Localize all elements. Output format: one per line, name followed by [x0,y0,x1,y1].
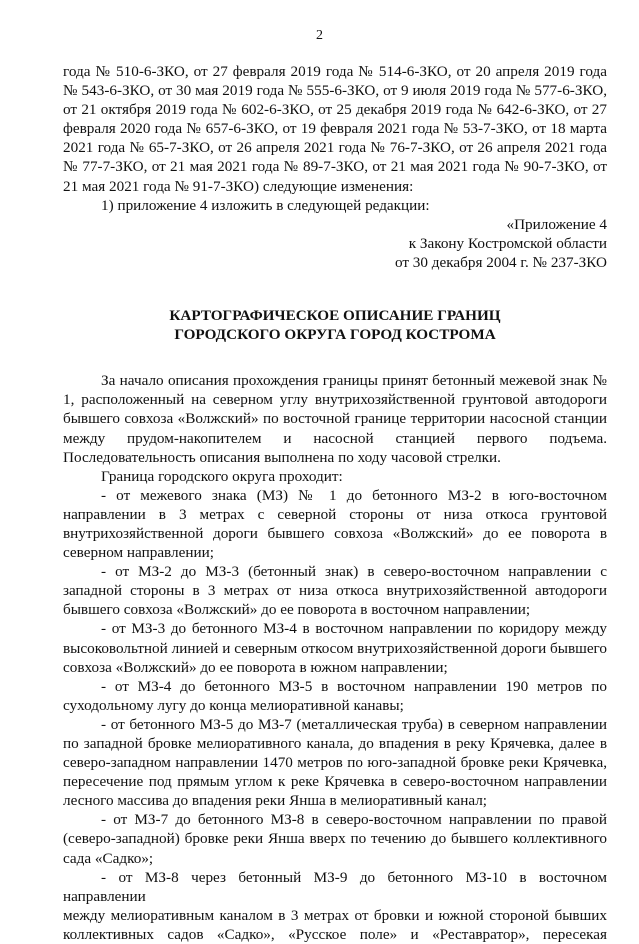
text-line: по западной бровке мелиоративного канала, до впадения в реку Крячевка, далее в [63,735,607,752]
appendix-note [63,215,607,272]
text-line: бывшего совхоза «Волжский» по восточной границе территории насосной станции [63,410,607,428]
text-line: суходольному лугу до конца мелиоративной канавы; [63,696,404,714]
text-line: коллективных садов «Садко», «Русское поле» и «Реставратор», пересекая [63,925,607,943]
text-line: Граница городского округа проходит: [101,467,343,485]
document-body [63,62,607,944]
text-line: между прудом-накопителем и насосной станцией первого подъема. [63,429,607,447]
text-line: внутрихозяйственной дороги бывшего совхоза «Волжский» до ее поворота в [63,524,607,542]
text-line: от 21 октября 2019 года № 602-6-ЗКО, от 25 декабря 2019 года № 642-6-ЗКО, от 27 [63,101,607,119]
intro-paragraph [63,62,607,196]
text-line: северном направлении; [63,544,214,562]
text-line: - от МЗ-3 до бетонного МЗ-4 в восточном направлении по коридору между [101,620,607,638]
paragraph-boundary-intro [63,467,607,486]
paragraph-segment-mz2-mz3 [63,562,607,619]
text-line: пересечение под прямым углом к реке Крячевка в северо-восточном направлении [63,773,607,791]
text-line: северо-западном направлении 1470 метров по юго-западной бровке реки Крячевка, [63,754,607,772]
text-line: Последовательность описания выполнена по ходу часовой стрелки. [63,448,501,466]
text-line: высоковольтной линией и северным откосом внутрихозяйственной дороги бывшего [63,639,607,657]
text-line: сада «Садко»; [63,849,154,867]
appendix-note-line: к Закону Костромской области [408,234,607,252]
paragraph-segment-mz1-mz2 [63,486,607,562]
text-line: направлении в 3 метрах с северной стороны от низа откоса грунтовой [63,505,607,523]
text-line: 2021 года № 65-7-ЗКО, от 26 апреля 2021 года № 76-7-ЗКО, от 26 апреля 2021 года [63,139,607,157]
text-line: - от МЗ-2 до МЗ-3 (бетонный знак) в северо-восточном направлении с [101,563,607,581]
text-line: 1, расположенный на северном углу внутрихозяйственной грунтовой автодороги [63,391,607,409]
text-line: - от МЗ-7 до бетонного МЗ-8 в северо-восточном направлении по правой [101,811,607,829]
text-line: За начало описания прохождения границы принят бетонный межевой знак № [101,372,607,390]
text-line: - от бетонного МЗ-5 до МЗ-7 (металлическая труба) в северном направлении [101,715,607,733]
paragraph-segment-mz5-mz7 [63,715,607,810]
section-heading [63,306,607,344]
paragraph-segment-mz3-mz4 [63,619,607,676]
appendix-note-line: от 30 декабря 2004 г. № 237-ЗКО [394,253,607,271]
text-line: № 543-6-ЗКО, от 30 мая 2019 года № 555-6-ЗКО, от 9 июля 2019 года № 577-6-ЗКО, [63,82,607,100]
paragraph-segment-mz7-mz8 [63,810,607,867]
text-line: - от МЗ-8 через бетонный МЗ-9 до бетонного МЗ-10 в восточном направлении [63,868,607,905]
text-line: - от МЗ-4 до бетонного МЗ-5 в восточном направлении 190 метров по [101,677,607,695]
text-line: лесного массива до впадения реки Янша в мелиоративный канал; [63,792,488,810]
page-number: 2 [316,28,323,43]
heading-line: КАРТОГРАФИЧЕСКОЕ ОПИСАНИЕ ГРАНИЦ [169,307,501,325]
text-line: бывшего совхоза «Волжский» до ее поворота в восточном направлении; [63,601,531,619]
paragraph-start-point [63,371,607,466]
text-line: (северо-западной) бровке реки Янша вверх по течению до бывшего коллективного [63,830,607,848]
appendix-note-line: «Приложение 4 [506,215,607,233]
text-line: совхоза «Волжский» до ее поворота в южном направлении; [63,658,448,676]
text-line: западной стороны в 3 метрах от низа откоса внутрихозяйственной автодороги [63,582,607,600]
text-line: года № 510-6-ЗКО, от 27 февраля 2019 года № 514-6-ЗКО, от 20 апреля 2019 года [63,63,607,80]
item-1: 1) приложение 4 изложить в следующей редакции: [101,196,430,214]
text-line: между мелиоративным каналом в 3 метрах от бровки и южной стороной бывших [63,906,607,924]
text-line: - от межевого знака (МЗ) № 1 до бетонного МЗ-2 в юго-восточном [101,486,607,504]
paragraph-segment-mz4-mz5 [63,677,607,715]
text-line: 21 мая 2021 года № 91-7-ЗКО) следующие изменения: [63,177,414,195]
paragraph-segment-mz8-mz10 [63,868,607,944]
heading-line: ГОРОДСКОГО ОКРУГА ГОРОД КОСТРОМА [174,326,496,344]
text-line: № 77-7-ЗКО, от 21 мая 2021 года № 89-7-ЗКО, от 21 мая 2021 года № 90-7-ЗКО, от [63,158,607,176]
text-line: февраля 2020 года № 657-6-ЗКО, от 19 февраля 2021 года № 53-7-ЗКО, от 18 марта [63,120,607,138]
